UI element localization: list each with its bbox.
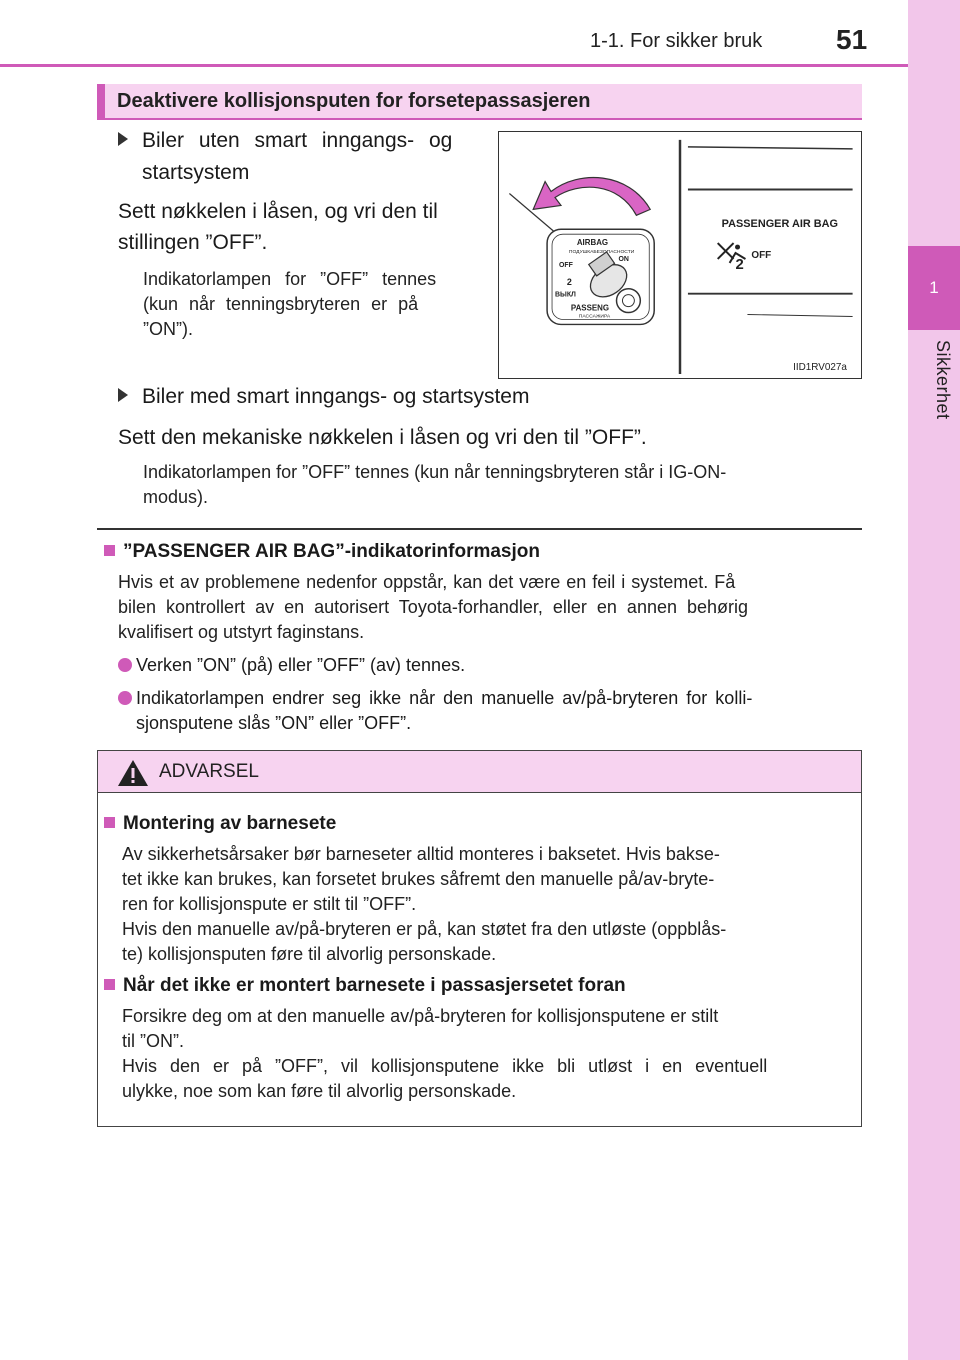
info-bullet-2-cont: sjonsputene slås ”ON” eller ”OFF”. xyxy=(136,713,412,733)
header-section-title: 1-1. For sikker bruk xyxy=(590,30,763,52)
round-bullet-icon xyxy=(118,691,132,705)
warning-item1-line3: ren for kollisjonspute er stilt til ”OFF”. xyxy=(122,894,417,914)
info-heading: ”PASSENGER AIR BAG”-indikatorinformasjon xyxy=(104,541,540,563)
warning-item1-line1: Av sikkerhetsårsaker bør barneseter alltid monteres i baksetet. Hvis bakse- xyxy=(122,844,720,864)
instruction-line-1: Sett nøkkelen i låsen, og vri den til xyxy=(118,200,438,223)
warning-item2-line1: Forsikre deg om at den manuelle av/på-bryteren for kollisjonsputene er stilt xyxy=(122,1006,719,1026)
note-with-smart-1: Indikatorlampen for ”OFF” tennes (kun når tenningsbryteren står i IG-ON- xyxy=(143,462,727,482)
info-body-2: bilen kontrollert av en autorisert Toyota-forhandler, eller en annen behørig xyxy=(118,597,749,617)
panel-label: PASSENGER AIR BAG xyxy=(721,218,839,231)
switch-num: 2 xyxy=(566,276,572,287)
rotate-arrow-icon xyxy=(533,177,650,215)
info-body-3: kvalifisert og utstyrt faginstans. xyxy=(118,622,365,642)
section-divider xyxy=(97,528,862,530)
instruction-line-2: stillingen ”OFF”. xyxy=(118,231,268,254)
square-bullet-icon xyxy=(104,545,115,556)
heading-without-smart-cont: startsystem xyxy=(142,161,250,184)
side-bar xyxy=(908,0,960,1360)
arrow-bullet-icon xyxy=(118,388,128,402)
warning-item2-line2: til ”ON”. xyxy=(122,1031,184,1051)
note-line-1: Indikatorlampen for ”OFF” tennes xyxy=(143,269,437,289)
heading-with-smart: Biler med smart inngangs- og startsystem xyxy=(118,381,529,412)
switch-on: ON xyxy=(618,255,629,263)
instruction-with-smart: Sett den mekaniske nøkkelen i låsen og vri den til ”OFF”. xyxy=(118,426,647,449)
warning-item1-line4: Hvis den manuelle av/på-bryteren er på, kan støtet fra den utløste (oppblås- xyxy=(122,919,727,939)
square-bullet-icon xyxy=(104,817,115,828)
note-line-3: ”ON”). xyxy=(143,319,193,339)
round-bullet-icon xyxy=(118,658,132,672)
header-rule xyxy=(0,64,908,67)
info-bullet-1: Verken ”ON” (på) eller ”OFF” (av) tennes. xyxy=(118,653,465,678)
warning-item1-line2: tet ikke kan brukes, kan forsetet brukes såfremt den manuelle på/av-bryte- xyxy=(122,869,715,889)
switch-ru-off: ВЫКЛ xyxy=(555,291,576,299)
page-number: 51 xyxy=(836,24,868,55)
switch-bottom-ru: ПАССАЖИРА xyxy=(578,314,611,320)
switch-top: AIRBAG xyxy=(576,238,609,248)
info-body-1: Hvis et av problemene nedenfor oppstår, kan det være en feil i systemet. Få xyxy=(118,572,736,592)
switch-bottom: PASSENG xyxy=(570,303,610,313)
arrow-bullet-icon xyxy=(118,132,128,146)
warning-header xyxy=(98,751,861,793)
info-bullet-2: Indikatorlampen endrer seg ikke når den manuelle av/på-bryteren for kolli- xyxy=(118,686,752,711)
warning-item2-heading: Når det ikke er montert barnesete i passasjersetet foran xyxy=(104,975,626,997)
airbag-switch-figure xyxy=(498,131,862,379)
indicator-num: 2 xyxy=(735,256,744,273)
heading-without-smart: Biler uten smart inngangs- og xyxy=(118,125,480,156)
note-with-smart-2: modus). xyxy=(143,487,209,507)
section-title: Deaktivere kollisjonsputen for forsetepassasjeren xyxy=(97,84,862,120)
warning-triangle-icon xyxy=(117,758,149,788)
warning-title: ADVARSEL xyxy=(159,761,259,782)
indicator-off: OFF xyxy=(751,249,772,261)
figure-code: IID1RV027a xyxy=(793,362,847,374)
note-line-2: (kun når tenningsbryteren er på xyxy=(143,294,419,314)
warning-item2-line4: ulykke, noe som kan føre til alvorlig personskade. xyxy=(122,1081,517,1101)
warning-item1-heading: Montering av barnesete xyxy=(104,813,336,835)
warning-item2-line3: Hvis den er på ”OFF”, vil kollisjonsputene ikke bli utløst i en eventuell xyxy=(122,1056,768,1076)
chapter-label: Sikkerhet xyxy=(933,340,953,420)
warning-box xyxy=(97,750,862,1127)
warning-item1-line5: te) kollisjonsputen føre til alvorlig personskade. xyxy=(122,944,497,964)
chapter-tab[interactable]: 1 xyxy=(908,246,960,330)
switch-off: OFF xyxy=(558,261,573,269)
switch-top-ru: ПОДУШКАБЕЗОПАСНОСТИ xyxy=(568,250,635,256)
square-bullet-icon xyxy=(104,979,115,990)
